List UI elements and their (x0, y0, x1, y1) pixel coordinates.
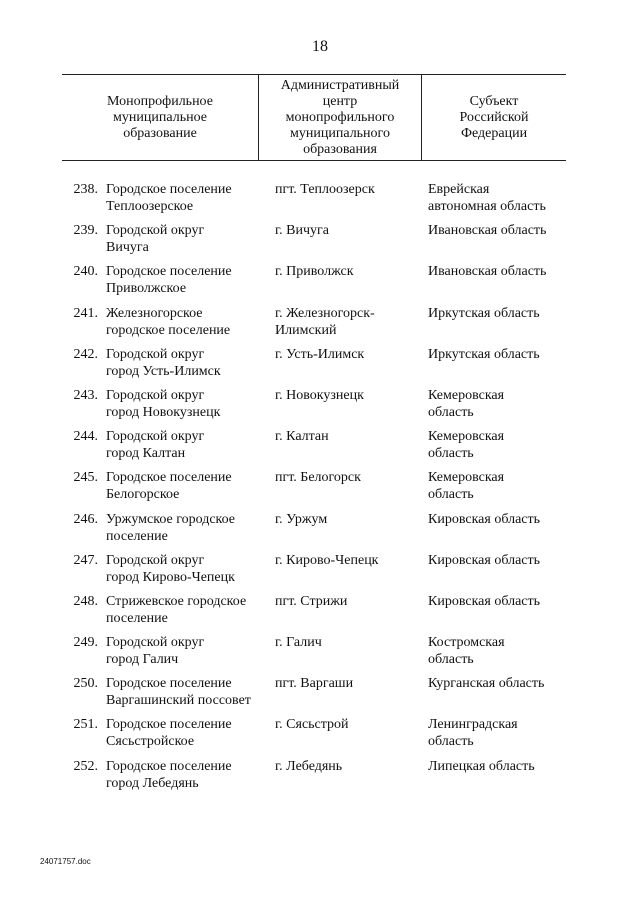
row-number: 249. (73, 635, 98, 651)
municipality-name: Городской округ город Усть-Илимск (106, 346, 221, 379)
page-number: 18 (312, 38, 328, 55)
federal-subject: Кемеровская область (428, 429, 505, 462)
municipality-name: Городское поселение Варгашинский поссовет (106, 676, 251, 709)
table-row (0, 675, 640, 716)
municipality-name: Городское поселение город Лебедянь (106, 758, 232, 791)
row-number: 239. (73, 223, 98, 239)
row-number: 242. (73, 346, 98, 362)
table-row (0, 469, 640, 510)
admin-center: г. Галич (275, 635, 322, 651)
admin-center: пгт. Стрижи (275, 593, 348, 609)
table-body (0, 181, 640, 799)
table-row (0, 593, 640, 634)
municipality-name: Железногорское городское поселение (106, 305, 231, 338)
table-row (0, 263, 640, 304)
row-number: 245. (73, 470, 98, 486)
federal-subject: Ленинградская область (428, 717, 518, 750)
federal-subject: Еврейская автономная область (428, 182, 546, 214)
row-number: 252. (73, 758, 98, 774)
table-header-rule (62, 160, 566, 161)
row-number: 243. (73, 387, 98, 403)
row-number: 238. (73, 182, 98, 197)
table-row (0, 387, 640, 428)
federal-subject: Кировская область (428, 552, 541, 568)
federal-subject: Кемеровская область (428, 470, 505, 503)
row-number: 244. (73, 429, 98, 445)
admin-center: г. Кирово-Чепецк (275, 552, 379, 568)
footer-filename: 24071757.doc (40, 857, 91, 866)
federal-subject: Иркутская область (428, 305, 540, 321)
table-row (0, 511, 640, 552)
table-row (0, 346, 640, 387)
admin-center: г. Приволжск (275, 264, 354, 280)
row-number: 240. (73, 264, 98, 280)
federal-subject: Курганская область (428, 676, 545, 692)
admin-center: г. Новокузнецк (275, 387, 364, 403)
municipality-name: Городское поселение Белогорское (106, 470, 232, 503)
municipality-name: Городской округ Вичуга (106, 223, 205, 256)
row-number: 248. (73, 593, 98, 609)
federal-subject: Кемеровская область (428, 387, 505, 420)
admin-center: г. Усть-Илимск (275, 346, 365, 362)
federal-subject: Костромская область (428, 635, 505, 668)
header-municipality: Монопрофильное муниципальное образование (107, 94, 213, 141)
admin-center: г. Сясьстрой (275, 717, 349, 733)
federal-subject: Ивановская область (428, 223, 547, 239)
row-number: 246. (73, 511, 98, 527)
table-row (0, 552, 640, 593)
federal-subject: Иркутская область (428, 346, 540, 362)
federal-subject: Липецкая область (428, 758, 535, 774)
table-row (0, 181, 640, 222)
municipality-name: Стрижевское городское поселение (106, 593, 247, 626)
table-row (0, 716, 640, 757)
municipality-name: Городской округ город Кирово-Чепецк (106, 552, 235, 585)
municipality-name: Городское поселение Теплоозерское (106, 182, 232, 214)
admin-center: пгт. Варгаши (275, 676, 354, 692)
table-row (0, 428, 640, 469)
municipality-name: Городской округ город Галич (106, 635, 205, 668)
municipality-name: Уржумское городское поселение (106, 511, 236, 544)
row-number: 251. (73, 717, 98, 733)
admin-center: г. Железногорск- Илимский (275, 305, 375, 338)
admin-center: пгт. Теплоозерск (275, 182, 375, 197)
admin-center: г. Лебедянь (275, 758, 343, 774)
admin-center: г. Уржум (275, 511, 328, 527)
table-row (0, 222, 640, 263)
federal-subject: Кировская область (428, 511, 541, 527)
federal-subject: Ивановская область (428, 264, 547, 280)
admin-center: пгт. Белогорск (275, 470, 361, 486)
municipality-name: Городской округ город Новокузнецк (106, 387, 221, 420)
table-row (0, 634, 640, 675)
municipality-name: Городское поселение Приволжское (106, 264, 232, 297)
municipality-name: Городской округ город Калтан (106, 429, 205, 462)
row-number: 247. (73, 552, 98, 568)
header-federal-subject: Субъект Российской Федерации (459, 94, 529, 141)
federal-subject: Кировская область (428, 593, 541, 609)
municipality-name: Городское поселение Сясьстройское (106, 717, 232, 750)
admin-center: г. Вичуга (275, 223, 329, 239)
table-row (0, 758, 640, 799)
row-number: 241. (73, 305, 98, 321)
row-number: 250. (73, 676, 98, 692)
admin-center: г. Калтан (275, 429, 329, 445)
table-row (0, 305, 640, 346)
header-admin-center: Административный центр монопрофильного муниципального образования (280, 78, 400, 157)
